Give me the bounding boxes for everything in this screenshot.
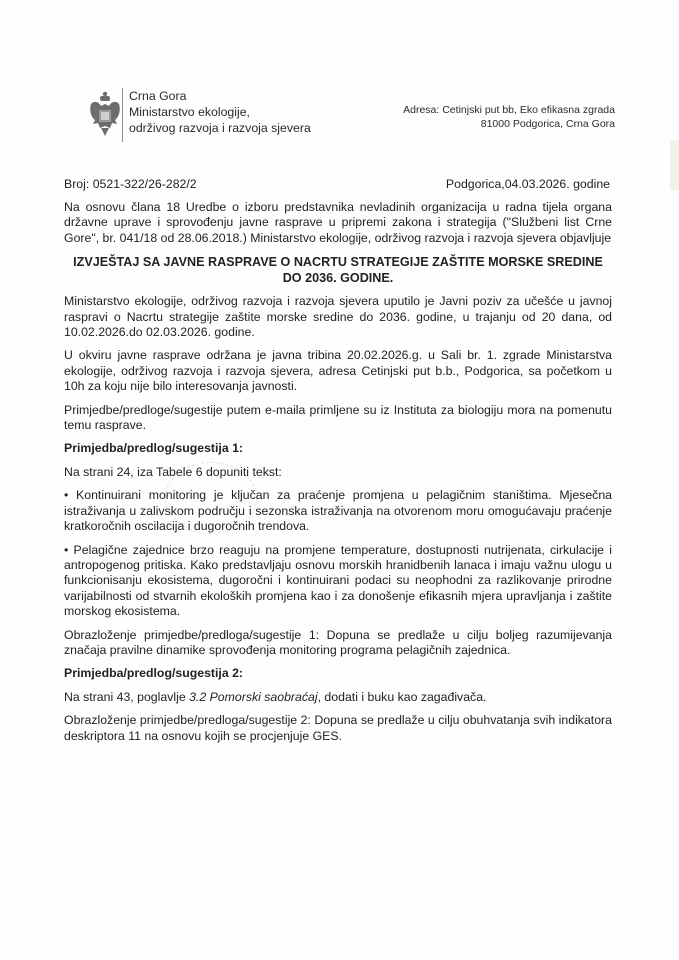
address-line2: 81000 Podgorica, Crna Gora — [480, 118, 615, 130]
intro-paragraph: Na osnovu člana 18 Uredbe o izboru predstavnika nevladinih organizacija u radna tijela organa državne uprave i sprovođenju javne rasprave u pripremi zakona i strategija ("Službeni list Crne Gore", br. 041/18 od 28.06.2018.) Ministarstvo ekologije, održivog razvoja i razvoja sjevera objavljuje — [64, 200, 612, 245]
reference-number: Broj: 0521-322/26-282/2 — [64, 177, 197, 191]
organization-name — [129, 88, 311, 136]
suggestion-1-instruction: Na strani 24, iza Tabele 6 dopuniti tekst: — [64, 464, 282, 479]
suggestion-2-heading: Primjedba/predlog/sugestija 2: — [64, 666, 244, 681]
paragraph-public-tribune: U okviru javne rasprave održana je javna tribina 20.02.2026.g. u Sali br. 1. zgrade Ministarstva ekologije, održivog razvoja i razvoja sjevera, adresa Cetinjski put b.b., Podgorica, sa početkom u 10h za koju nije bilo interesovanja javnosti. — [64, 348, 612, 394]
header-divider — [122, 88, 123, 142]
ministry-name-line1: Ministarstvo ekologije, — [129, 105, 250, 119]
document-body — [64, 200, 612, 752]
bullet-text: Kontinuirani monitoring je ključan za praćenje promjena u pelagičnim staništima. Mjesečna istraživanja u zalivskom području i sezonska istraživanja na otvorenom moru omogućavaju praćenje kratkoročnih oscilacija i dugoročnih trendova. — [64, 488, 612, 534]
place-date: Podgorica,04.03.2026. godine — [445, 177, 610, 191]
ministry-name-line2: održivog razvoja i razvoja sjevera — [129, 121, 311, 135]
reference-line — [64, 177, 610, 191]
suggestion-1-bullet-1 — [64, 488, 612, 534]
bullet-text: Pelagične zajednice brzo reaguju na promjene temperature, dostupnosti nutrijenata, cirkulacije i antropogenog pritiska. Kako predstavljaju osnovu morskih hranidbenih lanaca i imaju važnu ulogu u funkcionisanju ekosistema, dugoročni i kontinuirani podaci su neophodni za razlikovanje prirodne varijabilnosti od stvarnih ekoloških promjena kao i za donošenje efikasnih mjera upravljanja i zaštite morskog ekosistema. — [64, 542, 612, 619]
country-name: Crna Gora — [129, 89, 187, 103]
instruction-suffix: , dodati i buku kao zagađivača. — [317, 689, 487, 704]
suggestion-1-rationale: Obrazloženje primjedbe/predloga/sugestije 1: Dopuna se predlaže u cilju boljeg razumijevanja značaja pravilne dinamike sprovođenja monitoring programa pelagičnih zajednica. — [64, 627, 612, 657]
address-line1: Adresa: Cetinjski put bb, Eko efikasna zgrada — [403, 104, 615, 116]
chapter-reference: 3.2 Pomorski saobraćaj — [189, 689, 318, 704]
suggestion-2-rationale: Obrazloženje primjedbe/predloga/sugestije 2: Dopuna se predlaže u cilju obuhvatanja svih indikatora deskriptora 11 na osnovu kojih se procjenjuje GES. — [64, 713, 612, 743]
suggestion-1-heading: Primjedba/predlog/sugestija 1: — [64, 441, 244, 456]
montenegro-coat-of-arms-icon — [88, 90, 122, 140]
paragraph-received-suggestions: Primjedbe/predloge/sugestije putem e-maila primljene su iz Instituta za biologiju mora na pomenutu temu rasprave. — [64, 402, 612, 433]
suggestion-2-instruction — [64, 690, 612, 705]
document-title: IZVJEŠTAJ SA JAVNE RASPRAVE O NACRTU STRATEGIJE ZAŠTITE MORSKE SREDINE DO 2036. GODINE. — [73, 255, 603, 286]
paragraph-public-call: Ministarstvo ekologije, održivog razvoja i razvoja sjevera uputilo je Javni poziv za učešće u javnoj raspravi o Nacrtu strategije zaštite morske sredine do 2036. godine, u trajanju od 20 dana, od 10.02.2026.do 02.03.2026. godine. — [64, 294, 612, 340]
instruction-prefix: Na strani 43, poglavlje — [64, 689, 190, 704]
suggestion-1-bullet-2 — [64, 543, 612, 620]
scan-edge-mark — [670, 140, 679, 190]
ministry-address — [403, 103, 615, 131]
